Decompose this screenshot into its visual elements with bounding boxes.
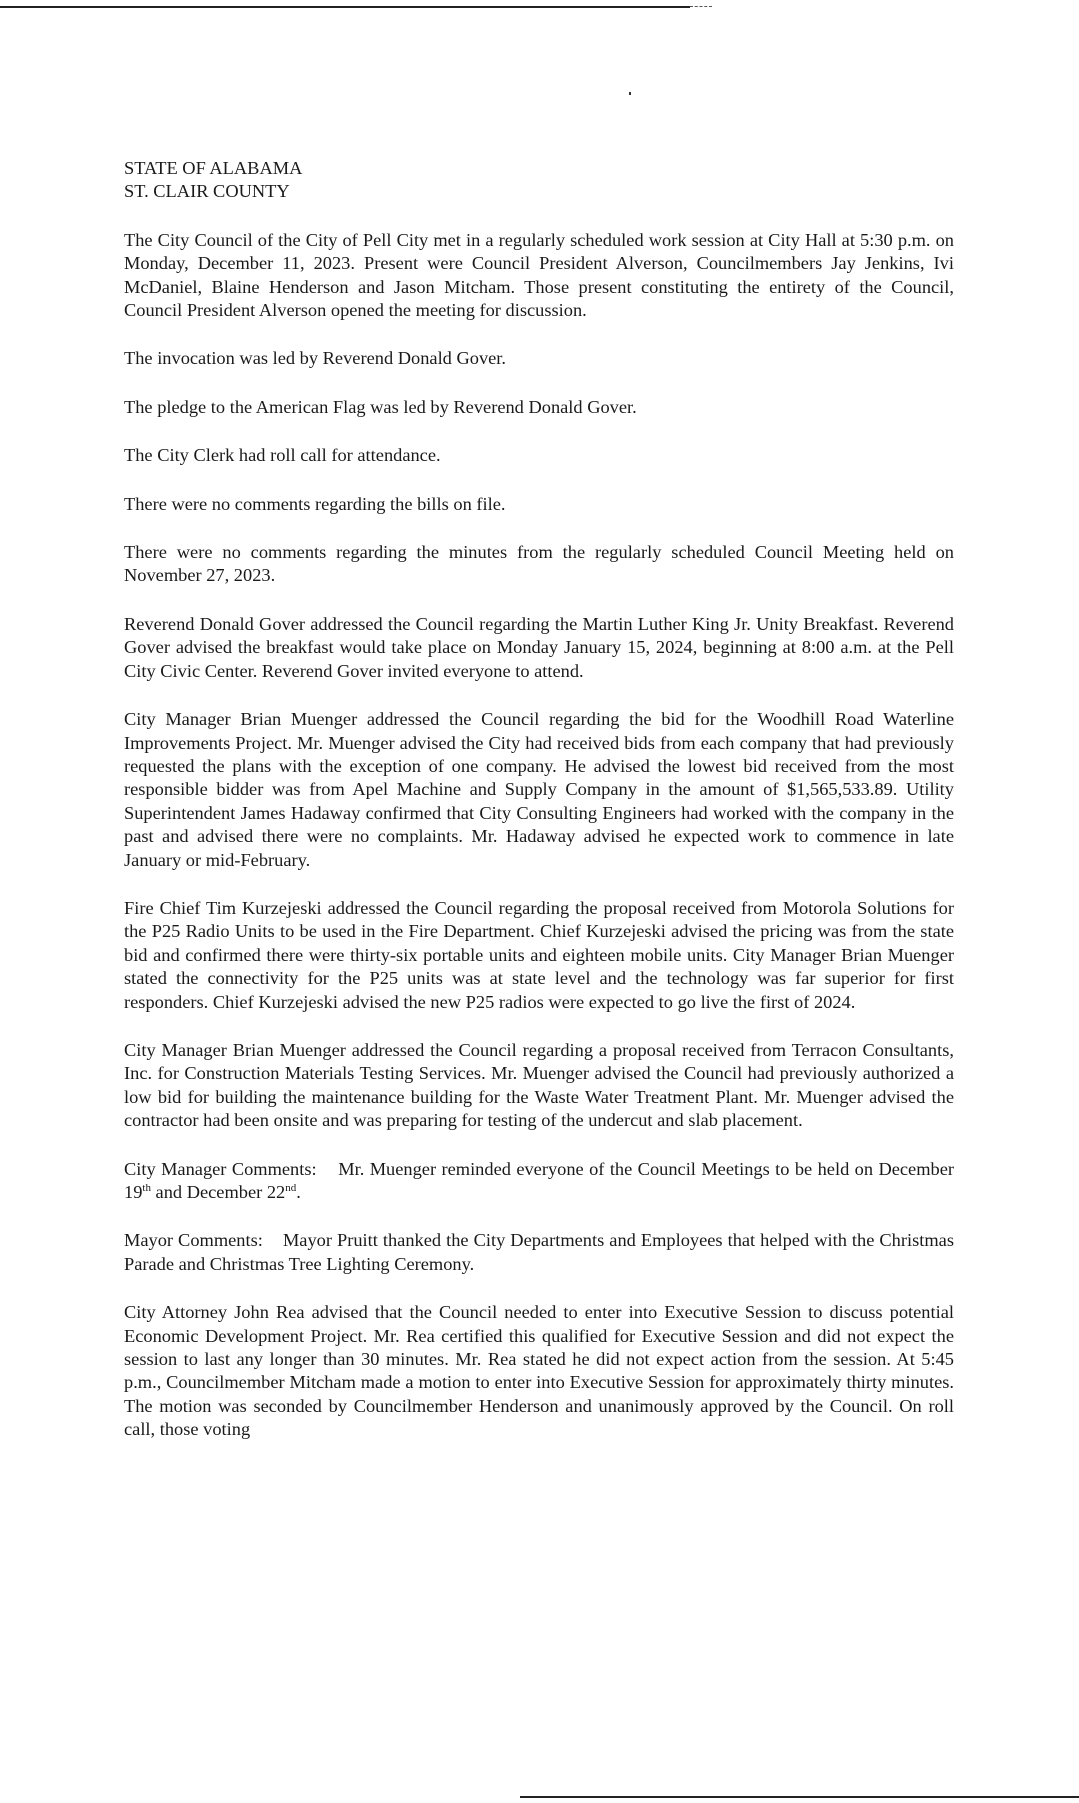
scan-edge-top-dashed xyxy=(690,6,712,7)
paragraph-mlk-breakfast: Reverend Donald Gover addressed the Council regarding the Martin Luther King Jr. Unity Breakfast. Reverend Gover advised the breakfast would take place on Monday January 15, 2024, beginning at 8:00 a.m. at the Pell City Civic Center. Reverend Gover invited everyone to attend. xyxy=(124,613,954,681)
city-manager-comments-label: City Manager Comments: xyxy=(124,1158,317,1179)
scan-edge-bottom xyxy=(520,1796,1079,1798)
paragraph-pledge: The pledge to the American Flag was led by Reverend Donald Gover. xyxy=(124,396,637,417)
paragraph-city-manager-comments xyxy=(124,1158,954,1205)
mayor-comments-label: Mayor Comments: xyxy=(124,1230,263,1251)
scan-edge-top xyxy=(0,6,690,8)
mayor-comments-text: Mayor Pruitt thanked the City Departments and Employees that helped with the Christmas Parade and Christmas Tree Lighting Ceremony. xyxy=(124,1230,955,1274)
heading-county: ST. CLAIR COUNTY xyxy=(124,181,290,202)
document-heading xyxy=(124,157,954,204)
superscript-nd: nd xyxy=(285,1181,297,1194)
paragraph-roll-call: The City Clerk had roll call for attendance. xyxy=(124,445,441,466)
paragraph-executive-session: City Attorney John Rea advised that the Council needed to enter into Executive Session to discuss potential Economic Development Project. Mr. Rea certified this qualified for Executive Session and did not expect the session to last any longer than 30 minutes. Mr. Rea stated he did not expect action from the session. At 5:45 p.m., Councilmember Mitcham made a motion to enter into Executive Session for approximately thirty minutes. The motion was seconded by Councilmember Henderson and unanimously approved by the Council. On roll call, those voting xyxy=(124,1302,954,1440)
city-manager-comments-text-a: Mr. Muenger reminded everyone of the Council Meetings to be held on December 19 xyxy=(124,1158,955,1202)
minutes-page xyxy=(124,157,954,1467)
paragraph-woodhill-bid: City Manager Brian Muenger addressed the Council regarding the bid for the Woodhill Road Waterline Improvements Project. Mr. Muenger advised the City had received bids from each company that had previously requested the plans with the exception of one company. He advised the lowest bid received from the most responsible bidder was from Apel Machine and Supply Company in the amount of $1,565,533.89. Utility Superintendent James Hadaway confirmed that City Consulting Engineers had worked with the company in the past and advised there were no complaints. Mr. Hadaway advised he expected work to commence in late January or mid-February. xyxy=(124,709,954,870)
paragraph-terracon-proposal: City Manager Brian Muenger addressed the Council regarding a proposal received from Terracon Consultants, Inc. for Construction Materials Testing Services. Mr. Muenger advised the Council had previously authorized a low bid for building the maintenance building for the Waste Water Treatment Plant. Mr. Muenger advised the contractor had been onsite and was preparing for testing of the undercut and slab placement. xyxy=(124,1039,954,1131)
superscript-th: th xyxy=(142,1181,151,1194)
paragraph-meeting-opening: The City Council of the City of Pell City met in a regularly scheduled work session at City Hall at 5:30 p.m. on Monday, December 11, 2023. Present were Council President Alverson, Councilmembers Jay Jenkins, Ivi McDaniel, Blaine Henderson and Jason Mitcham. Those present constituting the entirety of the Council, Council President Alverson opened the meeting for discussion. xyxy=(124,229,954,321)
city-manager-comments-text-c: . xyxy=(296,1182,301,1202)
city-manager-comments-text-b: and December 22 xyxy=(150,1182,286,1202)
scan-speck xyxy=(629,92,631,95)
paragraph-mayor-comments xyxy=(124,1229,954,1276)
paragraph-invocation: The invocation was led by Reverend Donald Gover. xyxy=(124,348,507,369)
heading-state: STATE OF ALABAMA xyxy=(124,158,303,178)
paragraph-minutes: There were no comments regarding the minutes from the regularly scheduled Council Meeting held on November 27, 2023. xyxy=(124,542,954,586)
paragraph-bills: There were no comments regarding the bills on file. xyxy=(124,493,506,514)
paragraph-p25-radios: Fire Chief Tim Kurzejeski addressed the Council regarding the proposal received from Motorola Solutions for the P25 Radio Units to be used in the Fire Department. Chief Kurzejeski advised the pricing was from the state bid and confirmed there were thirty-six portable units and eighteen mobile units. City Manager Brian Muenger stated the connectivity for the P25 units was at state level and the technology was far superior for first responders. Chief Kurzejeski advised the new P25 radios were expected to go live the first of 2024. xyxy=(124,897,954,1012)
